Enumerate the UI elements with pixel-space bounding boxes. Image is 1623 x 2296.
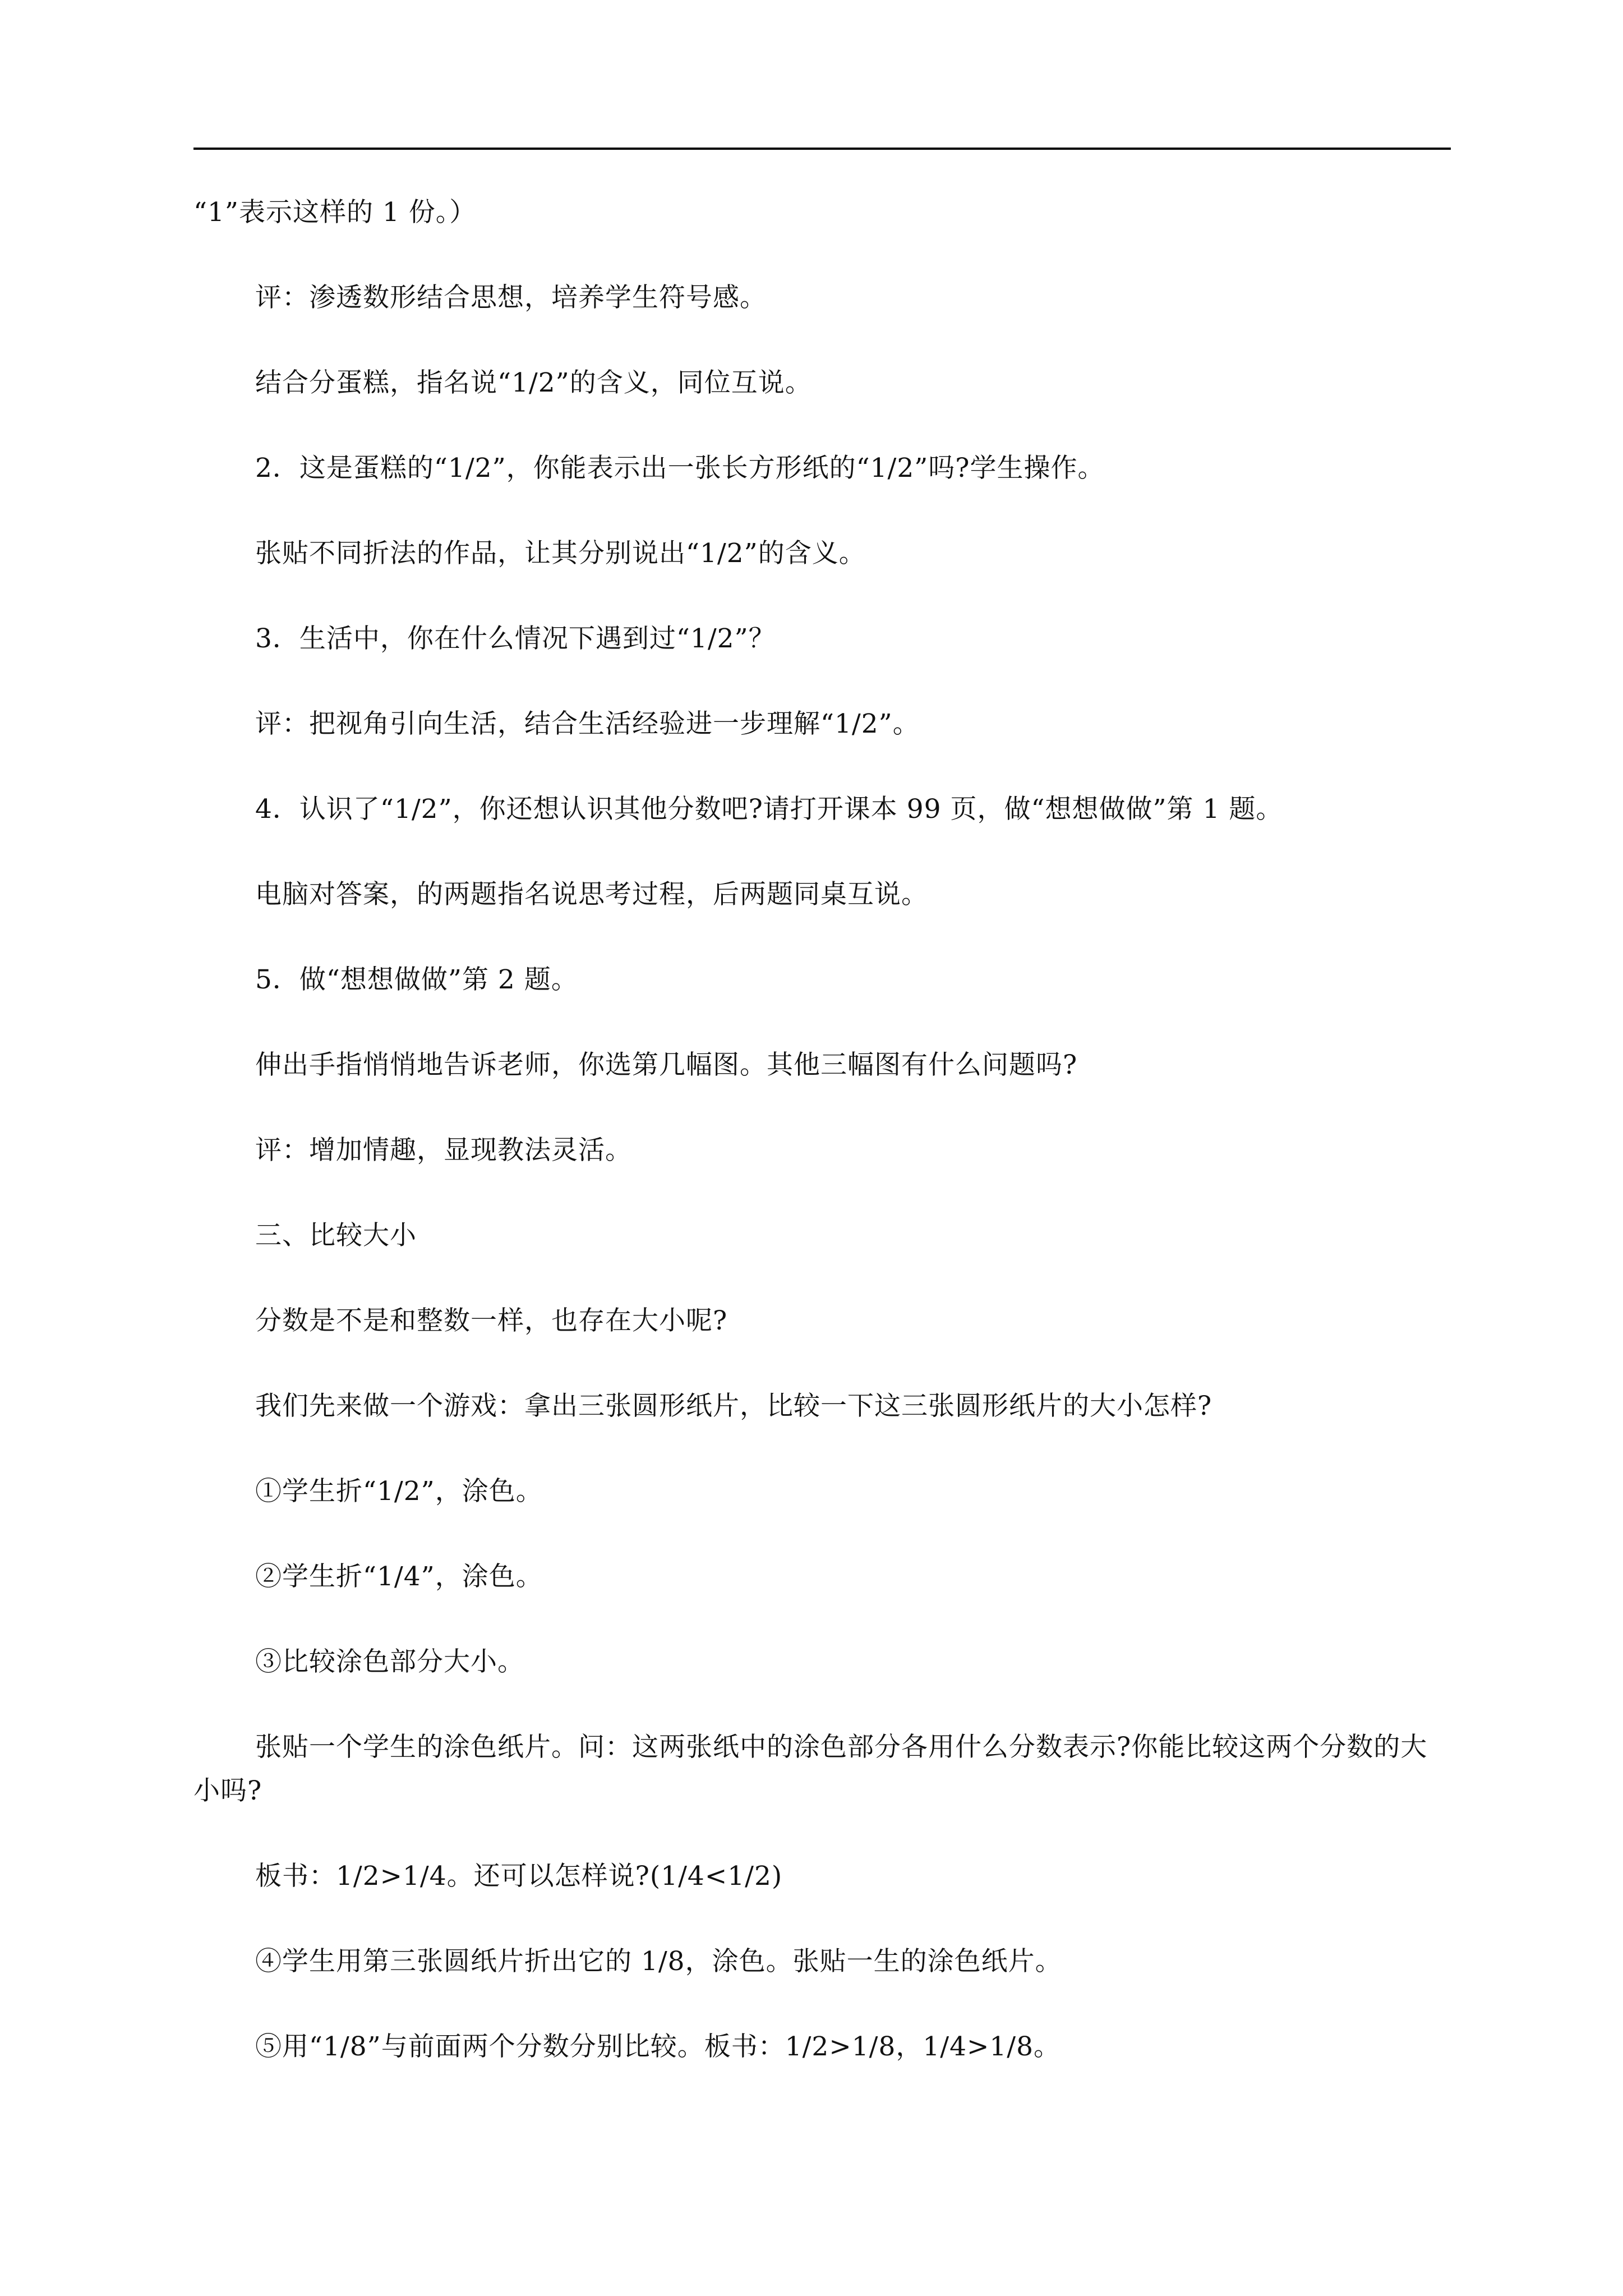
paragraph: 电脑对答案，的两题指名说思考过程，后两题同桌互说。 — [255, 879, 928, 910]
paragraph: 结合分蛋糕，指名说“1/2”的含义，同位互说。 — [255, 367, 812, 398]
paragraph: 评：增加情趣，显现教法灵活。 — [255, 1135, 632, 1166]
paragraph: 伸出手指悄悄地告诉老师，你选第几幅图。其他三幅图有什么问题吗? — [255, 1050, 1078, 1080]
paragraph: 3．生活中，你在什么情况下遇到过“1/2”？ — [255, 623, 776, 654]
paragraph: ①学生折“1/2”，涂色。 — [255, 1476, 543, 1507]
paragraph: 我们先来做一个游戏：拿出三张圆形纸片，比较一下这三张圆形纸片的大小怎样? — [255, 1391, 1212, 1421]
paragraph: ⑤用“1/8”与前面两个分数分别比较。板书：1/2>1/8，1/4>1/8。 — [255, 2031, 1061, 2062]
paragraph: 评：把视角引向生活，结合生活经验进一步理解“1/2”。 — [255, 708, 920, 739]
header-rule — [193, 148, 1451, 150]
paragraph: ④学生用第三张圆纸片折出它的 1/8，涂色。张贴一生的涂色纸片。 — [255, 1946, 1062, 1977]
paragraph: 张贴一个学生的涂色纸片。问：这两张纸中的涂色部分各用什么分数表示?你能比较这两个分数的大小吗? — [193, 1732, 1428, 1806]
paragraph: 2．这是蛋糕的“1/2”，你能表示出一张长方形纸的“1/2”吗?学生操作。 — [255, 453, 1105, 484]
paragraph: “1”表示这样的 1 份。） — [193, 197, 477, 228]
paragraph: 评：渗透数形结合思想，培养学生符号感。 — [255, 282, 767, 313]
paragraph: 张贴不同折法的作品，让其分别说出“1/2”的含义。 — [255, 538, 866, 569]
paragraph: 5．做“想想做做”第 2 题。 — [255, 964, 578, 995]
paragraph: 4．认识了“1/2”，你还想认识其他分数吧?请打开课本 99 页，做“想想做做”第 1 题。 — [255, 794, 1283, 825]
section-heading: 三、比较大小 — [255, 1220, 417, 1251]
paragraph: 板书：1/2>1/4。还可以怎样说?(1/4<1/2) — [255, 1861, 783, 1892]
paragraph: ③比较涂色部分大小。 — [255, 1646, 524, 1677]
paragraph: ②学生折“1/4”，涂色。 — [255, 1561, 543, 1592]
document-body — [193, 191, 1451, 2110]
paragraph: 分数是不是和整数一样，也存在大小呢? — [255, 1305, 728, 1336]
